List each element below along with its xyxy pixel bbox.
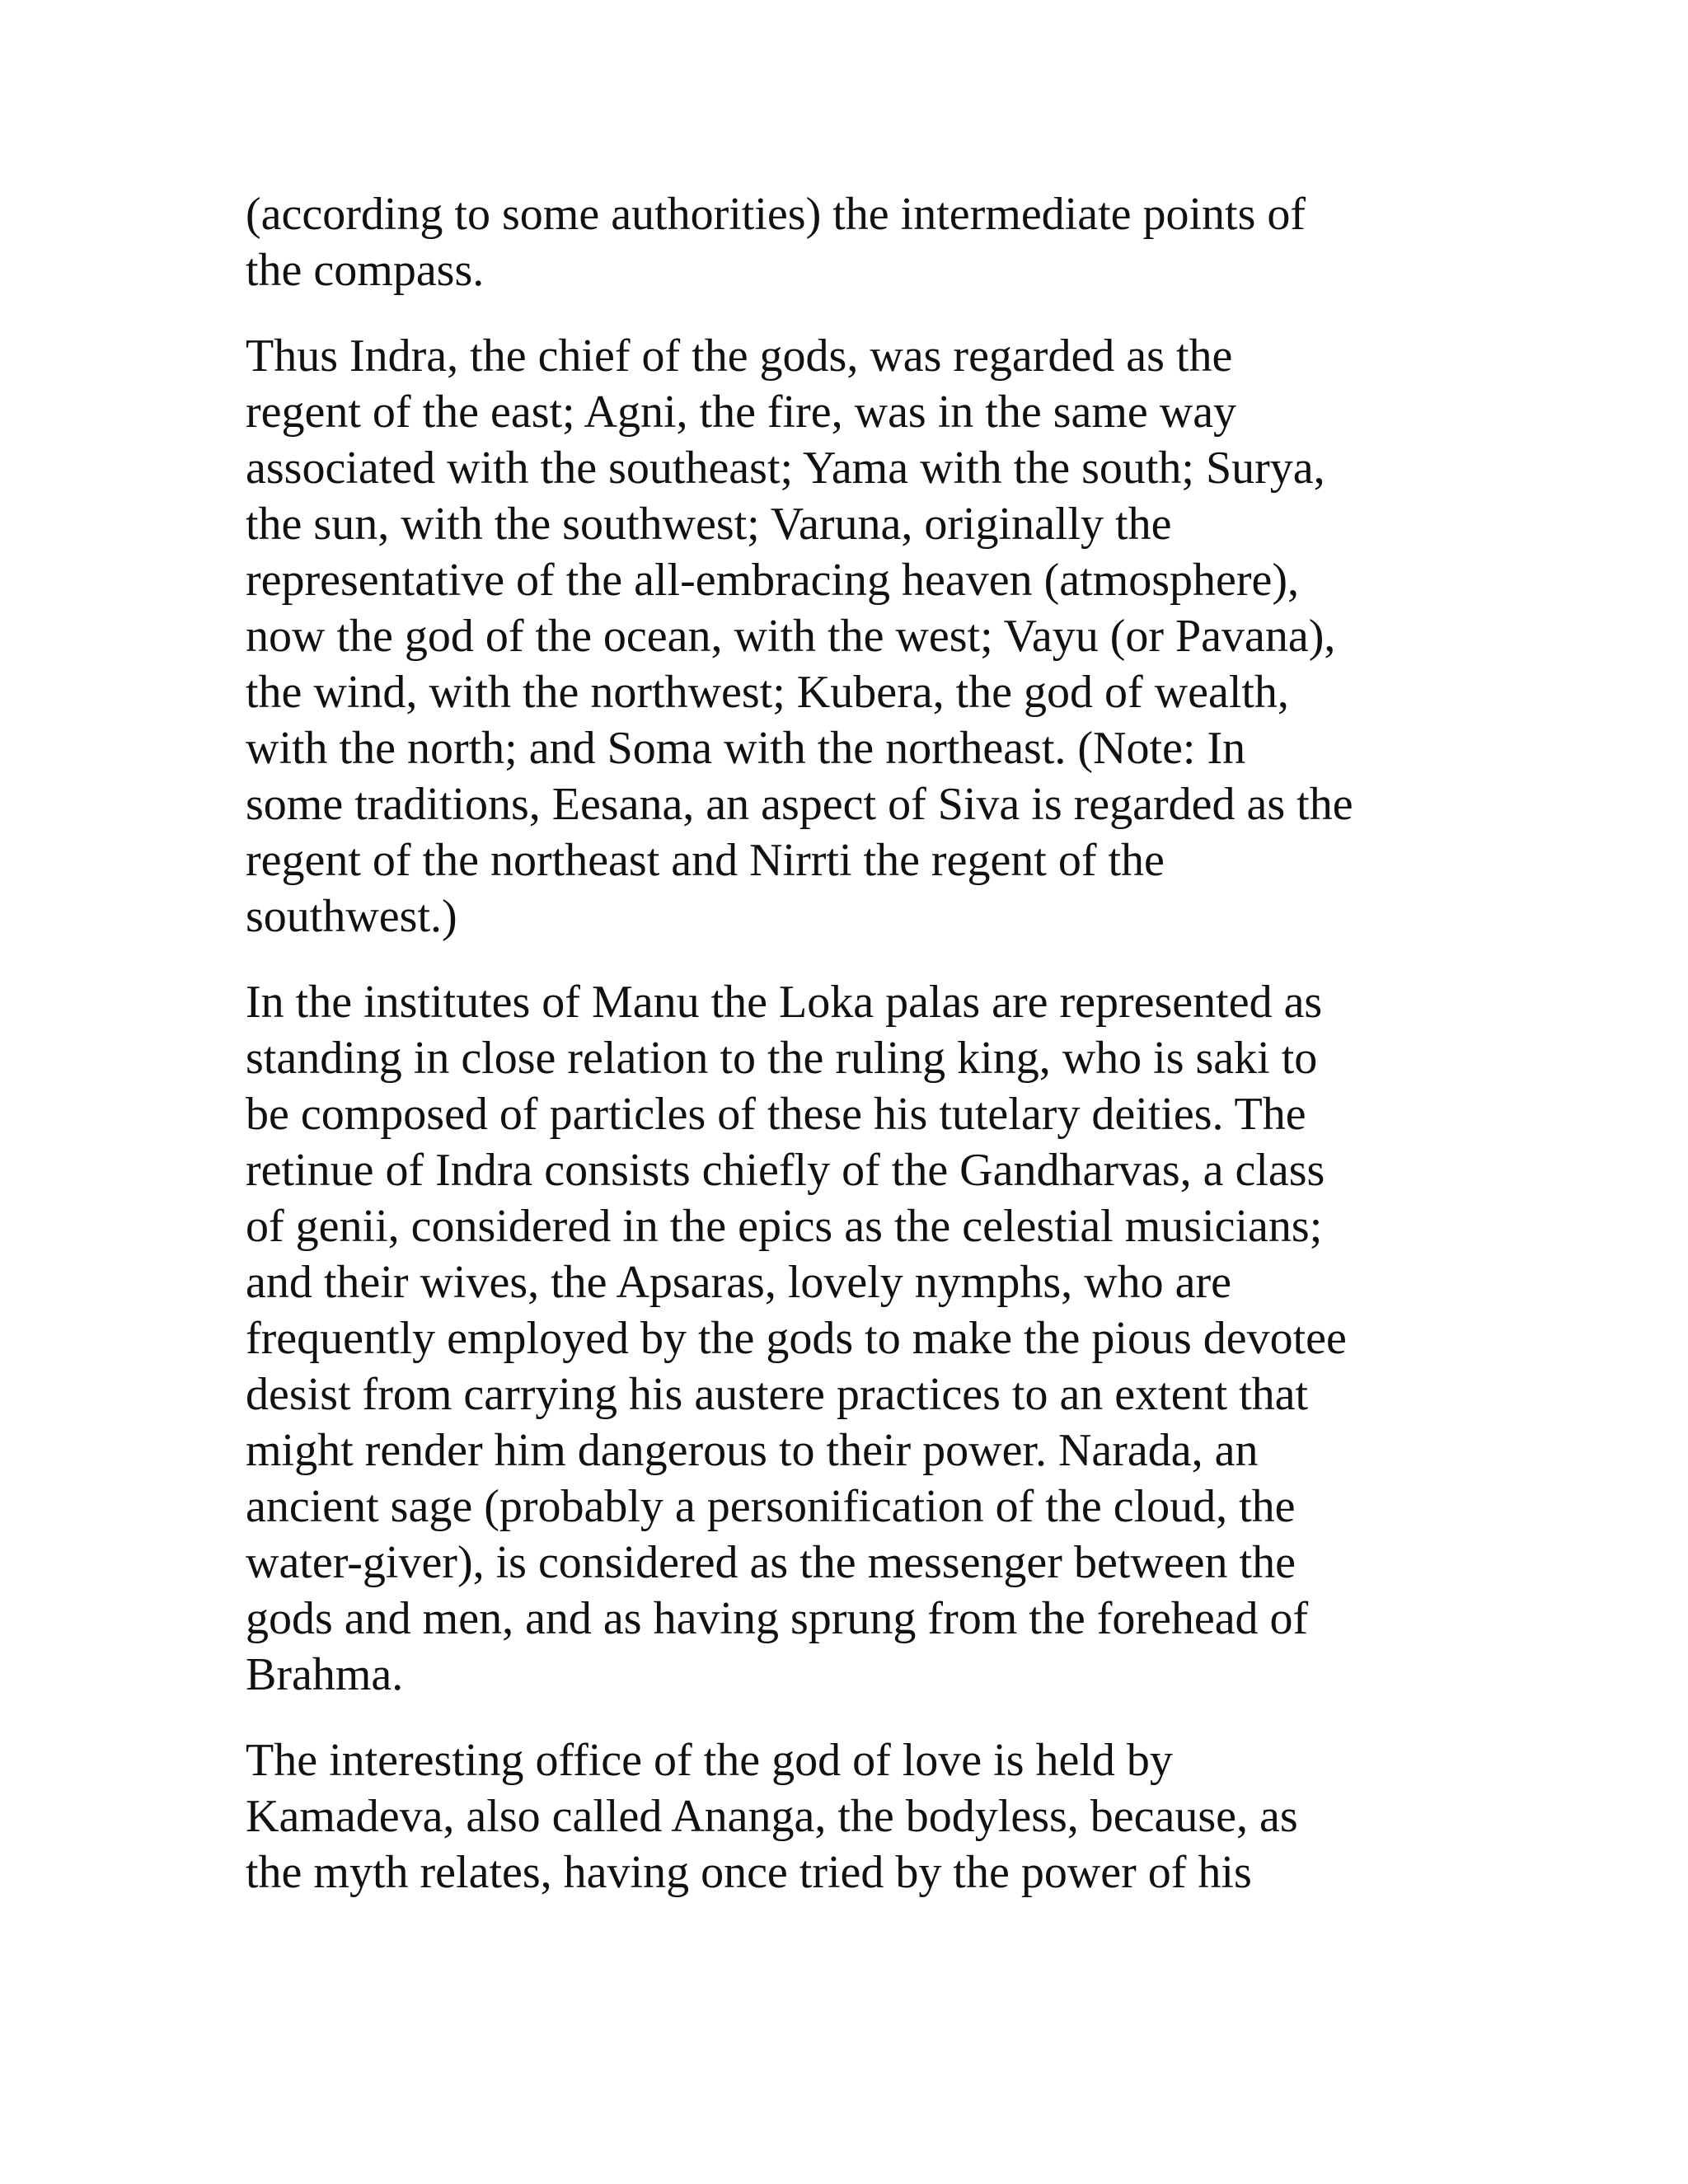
body-text [246, 186, 1449, 1930]
text-line: with the north; and Soma with the northeast. (Note: In [246, 723, 1246, 774]
text-line: desist from carrying his austere practices to an extent that [246, 1369, 1309, 1420]
text-line: (according to some authorities) the intermediate points of [246, 189, 1306, 240]
text-line: associated with the southeast; Yama with the south; Surya, [246, 443, 1325, 494]
text-line: frequently employed by the gods to make the pious devotee [246, 1313, 1347, 1364]
text-line: now the god of the ocean, with the west; Vayu (or Pavana), [246, 611, 1336, 662]
text-line: the compass. [246, 245, 485, 296]
text-line: and their wives, the Apsaras, lovely nymphs, who are [246, 1257, 1231, 1308]
text-line: retinue of Indra consists chiefly of the Gandharvas, a class [246, 1145, 1325, 1196]
text-line: representative of the all-embracing heaven (atmosphere), [246, 555, 1300, 606]
text-line: the myth relates, having once tried by the power of his [246, 1847, 1252, 1898]
text-line: of genii, considered in the epics as the celestial musicians; [246, 1201, 1323, 1252]
text-line: regent of the northeast and Nirrti the regent of the [246, 835, 1165, 886]
text-line: standing in close relation to the ruling king, who is saki to [246, 1033, 1318, 1084]
paragraph-3 [246, 974, 1449, 1703]
paragraph-1 [246, 186, 1449, 298]
text-line: water-giver), is considered as the messenger between the [246, 1537, 1296, 1588]
text-line: might render him dangerous to their power. Narada, an [246, 1425, 1259, 1476]
text-line: some traditions, Eesana, an aspect of Siva is regarded as the [246, 779, 1353, 830]
text-line: The interesting office of the god of love is held by [246, 1735, 1173, 1786]
text-line: be composed of particles of these his tutelary deities. The [246, 1089, 1306, 1140]
text-line: Kamadeva, also called Ananga, the bodyless, because, as [246, 1791, 1298, 1842]
text-line: Thus Indra, the chief of the gods, was regarded as the [246, 330, 1233, 382]
text-line: ancient sage (probably a personification of the cloud, the [246, 1481, 1296, 1532]
text-line: the sun, with the southwest; Varuna, originally the [246, 499, 1172, 550]
text-line: regent of the east; Agni, the fire, was in the same way [246, 387, 1237, 438]
paragraph-2 [246, 328, 1449, 944]
paragraph-4 [246, 1732, 1449, 1900]
text-line: Brahma. [246, 1649, 404, 1700]
text-line: gods and men, and as having sprung from the forehead of [246, 1593, 1309, 1644]
text-line: the wind, with the northwest; Kubera, the god of wealth, [246, 667, 1289, 718]
text-line: In the institutes of Manu the Loka palas are represented as [246, 977, 1323, 1028]
text-line: southwest.) [246, 891, 457, 942]
